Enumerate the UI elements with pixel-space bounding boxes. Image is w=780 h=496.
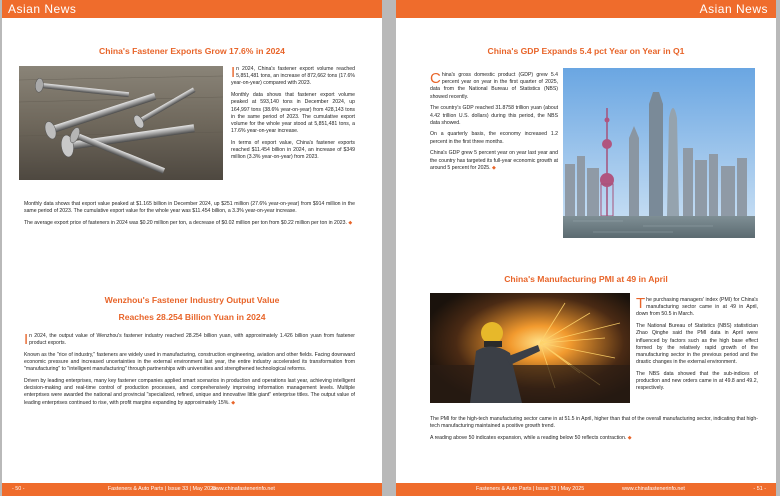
paragraph: The purchasing managers' index (PMI) for China's manufacturing sector came in at 49 in April, down from 50.5 in March. [636, 295, 758, 318]
section-title: Asian News [699, 2, 768, 16]
paragraph: Monthly data shows that fastener export volume peaked at 593,140 tons in December 2024, up 164,997 tons (38.6% year-on-year) from 428,143 tons in the same period of 2023. The cumulative export volume for the whole year stood at 5,851,481 tons, a 17.6% year-on-year increase. [231, 92, 355, 135]
paragraph: Monthly data shows that export value peaked at $1.165 billion in December 2024, up $251 million (27.6% year-on-year) from $914 million in the same period of 2023. The cumulative export value for the whole year was $11.454 billion, a 3.3% year-on-year increase. [24, 201, 355, 215]
end-mark: ◆ [231, 399, 236, 406]
article-body-gdp [430, 72, 558, 176]
article-body-wenzhou [24, 333, 355, 411]
footer-website[interactable]: www.chinafastenerinfo.net [212, 486, 275, 492]
footer [396, 483, 776, 496]
paragraph: In 2024, China's fastener export volume reached 5,851,481 tons, an increase of 872,662 tons (17.6% year-on-year) compared with 2023. [231, 64, 355, 87]
welding-illustration [430, 293, 630, 403]
paragraph: The NBS data showed that the sub-indices of production and new orders came in at 49.8 and 49.2, respectively. [636, 370, 758, 392]
header-band [2, 0, 382, 18]
left-page [2, 0, 382, 496]
paragraph: The National Bureau of Statistics (NBS) statistician Zhao Qinghe said the PMI data in April were influenced by factors such as the high base effect formed by the relatively rapid growth of the manufacturing sector in the previous period and the drastic changes in the external environment. [636, 323, 758, 366]
end-mark: ◆ [348, 219, 353, 226]
dropcap: I [231, 64, 236, 81]
paragraph: The PMI for the high-tech manufacturing sector came in at 51.5 in April, higher than that of the overall manufacturing sector, indicating that high-tech manufacturing maintained a positive growth trend. [430, 416, 758, 430]
article-body-fastener-exports-full [24, 201, 355, 232]
shanghai-skyline-photo [563, 68, 755, 238]
welding-worker-photo [430, 293, 630, 403]
paragraph: A reading above 50 indicates expansion, while a reading below 50 reflects contraction. ◆ [430, 434, 632, 441]
paragraph: China's gross domestic product (GDP) grew 5.4 percent year on year in the first quarter of 2025, data from the National Bureau of Statistics (NBS) showed recently. [430, 70, 558, 100]
article-title-wenzhou-line1: Wenzhou's Fastener Industry Output Value [104, 295, 280, 305]
paragraph: In terms of export value, China's fastener exports reached $11.454 billion in 2024, an increase of $349 million (3.3% year-on-year) from 2023. [231, 139, 355, 161]
skyline-illustration [563, 68, 755, 238]
article-body-pmi-col [636, 297, 758, 397]
dropcap: C [430, 70, 441, 87]
article-body-fastener-exports-col [231, 66, 355, 166]
end-mark: ◆ [492, 164, 496, 171]
right-page [396, 0, 776, 496]
section-title: Asian News [8, 2, 77, 16]
article-body-pmi-full [430, 416, 758, 447]
footer-magazine: Fasteners & Auto Parts | Issue 33 | May 2025 [107, 486, 217, 492]
page-number: - 51 - [753, 486, 766, 492]
article-title-fastener-exports: China's Fastener Exports Grow 17.6% in 2024 [99, 46, 285, 56]
dropcap: I [24, 331, 29, 348]
page-number: - 50 - [12, 486, 25, 492]
paragraph: The average export price of fasteners in 2024 was $0.20 million per ton, a decrease of $0.02 million per ton from $0.22 million per ton in 2023. ◆ [24, 219, 353, 226]
paragraph: On a quarterly basis, the economy increased 1.2 percent in the first three months. [430, 131, 558, 145]
article-title-pmi: China's Manufacturing PMI at 49 in April [504, 274, 668, 284]
paragraph: Driven by leading enterprises, many key fastener companies applied smart scenarios in production and operations last year, achieving intelligent decision-making and real-time control of production processes, and comprehensively improving information management levels. Multiple enterprises were awarded the national and provincial "specialized, refined, unique and innovative little giant" enterprise titles. The output value of leading enterprises continued to rise, with profit margins expanding by approximately 15%. ◆ [24, 378, 355, 406]
screws-photo [19, 66, 223, 180]
article-title-gdp: China's GDP Expands 5.4 pct Year on Year in Q1 [487, 46, 685, 56]
article-title-wenzhou-line2: Reaches 28.254 Billion Yuan in 2024 [118, 312, 266, 322]
footer [2, 483, 382, 496]
footer-magazine: Fasteners & Auto Parts | Issue 33 | May 2025 [476, 486, 585, 492]
screws-illustration [19, 66, 223, 180]
footer-website[interactable]: www.chinafastenerinfo.net [622, 486, 685, 492]
paragraph: China's GDP grew 5 percent year on year last year and the country has targeted its full-year economic growth at around 5 percent for 2025. ◆ [430, 150, 558, 171]
header-band [396, 0, 776, 18]
paragraph: The country's GDP reached 31.8758 trillion yuan (about 4.42 trillion U.S. dollars) during this period, the NBS data showed. [430, 105, 558, 126]
paragraph: Known as the "rice of industry," fasteners are widely used in manufacturing, construction engineering, aviation and other fields. Facing downward economic pressure and increased uncertainties in the external environment last year, the entire industry accelerated its transformation from "manufacturing" to "intelligent manufacturing" through partnerships with universities and strengthened technological reforms. [24, 351, 355, 373]
paragraph: In 2024, the output value of Wenzhou's fastener industry reached 28.254 billion yuan, with approximately 1.426 billion yuan from fastener product exports. [24, 331, 355, 348]
end-mark: ◆ [627, 434, 632, 441]
dropcap: T [636, 295, 646, 312]
